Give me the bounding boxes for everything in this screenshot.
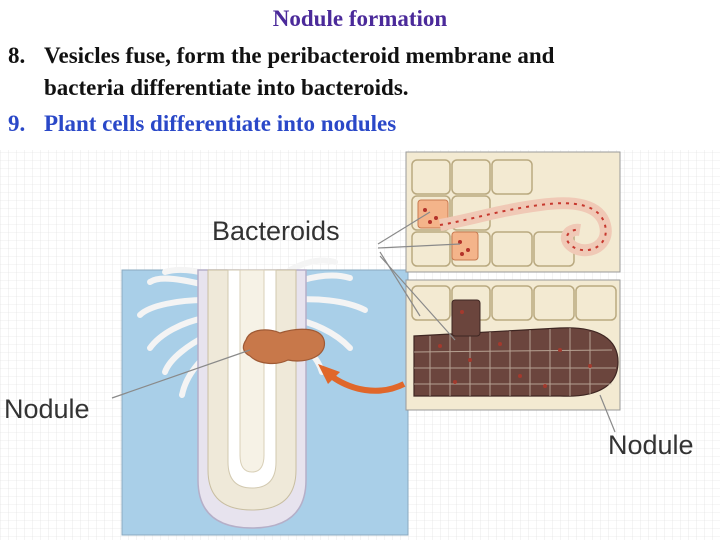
root-nodule (243, 329, 324, 363)
root-panel (122, 260, 408, 535)
nodule-label-left: Nodule (4, 394, 90, 424)
infection-panel (406, 152, 620, 272)
nodule-label-right: Nodule (608, 430, 694, 460)
item-text-line-1: Plant cells differentiate into nodules (44, 111, 397, 136)
item-text-line-2: bacteria differentiate into bacteroids. (44, 75, 409, 100)
item-number: 9. (8, 111, 26, 136)
item-text-line-1: Vesicles fuse, form the peribacteroid membrane and (44, 43, 555, 68)
item-number: 8. (8, 43, 26, 68)
nodule-cells-panel (406, 280, 620, 410)
bacteroids-label: Bacteroids (212, 216, 340, 246)
slide-title: Nodule formation (272, 6, 448, 31)
